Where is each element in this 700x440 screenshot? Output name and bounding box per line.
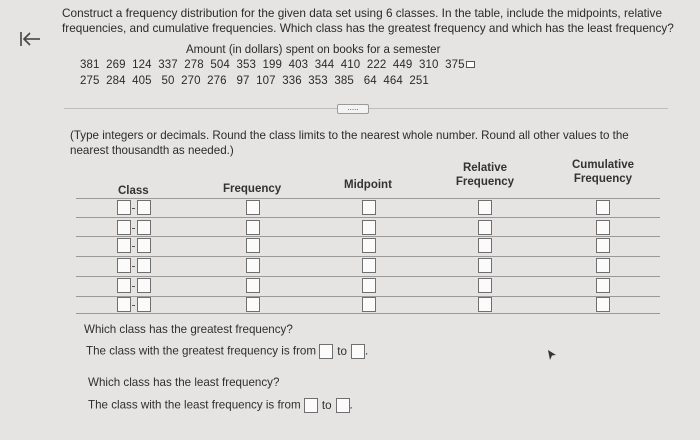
table-row-line [76, 236, 660, 237]
frequency-input[interactable] [246, 200, 260, 215]
table-row-line [76, 256, 660, 257]
frequency-input[interactable] [246, 278, 260, 293]
class-range-dash [132, 305, 135, 306]
header-class: Class [118, 185, 149, 197]
least-frequency-answer: The class with the least frequency is from to . [88, 398, 353, 412]
copy-data-icon[interactable] [466, 61, 475, 68]
question-prompt: Construct a frequency distribution for the given data set using 6 classes. In the table, include the midpoints, relative frequencies, and cumulative frequencies. Which class has the greatest frequency and which has the least frequency? [62, 6, 674, 35]
greatest-frequency-answer: The class with the greatest frequency is from to . [86, 344, 369, 358]
to-word: to [321, 398, 332, 412]
least-class-upper-input[interactable] [336, 398, 350, 413]
header-cumulative-line2: Frequency [573, 173, 633, 185]
class-range-dash [132, 228, 135, 229]
back-to-start-icon[interactable] [18, 29, 44, 49]
class-lower-input[interactable] [117, 278, 131, 293]
greatest-frequency-question: Which class has the greatest frequency? [84, 323, 293, 336]
midpoint-input[interactable] [362, 258, 376, 273]
header-midpoint: Midpoint [344, 179, 392, 191]
least-frequency-prefix: The class with the least frequency is from [88, 398, 301, 412]
frequency-input[interactable] [246, 238, 260, 253]
data-set-title: Amount (in dollars) spent on books for a semester [186, 44, 441, 56]
class-upper-input[interactable] [137, 258, 151, 273]
table-row-line [76, 276, 660, 277]
header-cumulative-frequency [568, 158, 638, 186]
least-class-lower-input[interactable] [304, 398, 318, 413]
relative-frequency-input[interactable] [478, 258, 492, 273]
frequency-input[interactable] [246, 258, 260, 273]
midpoint-input[interactable] [362, 278, 376, 293]
cumulative-frequency-input[interactable] [596, 238, 610, 253]
expand-button[interactable]: ..... [337, 104, 369, 114]
answer-instructions: (Type integers or decimals. Round the class limits to the nearest whole number. Round all other values to the nearest thousandth as needed.) [70, 129, 629, 157]
cumulative-frequency-input[interactable] [596, 278, 610, 293]
least-frequency-question: Which class has the least frequency? [88, 376, 280, 389]
relative-frequency-input[interactable] [478, 297, 492, 312]
class-upper-input[interactable] [137, 238, 151, 253]
cumulative-frequency-input[interactable] [596, 220, 610, 235]
class-lower-input[interactable] [117, 220, 131, 235]
table-bottom-line [76, 313, 660, 314]
class-range-dash [132, 266, 135, 267]
class-lower-input[interactable] [117, 297, 131, 312]
frequency-input[interactable] [246, 220, 260, 235]
relative-frequency-input[interactable] [478, 220, 492, 235]
frequency-input[interactable] [246, 297, 260, 312]
cumulative-frequency-input[interactable] [596, 297, 610, 312]
class-upper-input[interactable] [137, 278, 151, 293]
class-upper-input[interactable] [137, 297, 151, 312]
class-range-dash [132, 286, 135, 287]
class-range-dash [132, 246, 135, 247]
header-cumulative-line1: Cumulative [572, 159, 634, 171]
greatest-class-upper-input[interactable] [351, 344, 365, 359]
greatest-class-lower-input[interactable] [319, 344, 333, 359]
greatest-frequency-prefix: The class with the greatest frequency is from [86, 344, 317, 358]
midpoint-input[interactable] [362, 200, 376, 215]
mouse-cursor-icon [547, 349, 557, 361]
data-row-2: 275 284 405 50 270 276 97 107 336 353 385 64 464 251 [80, 75, 429, 87]
relative-frequency-input[interactable] [478, 200, 492, 215]
class-upper-input[interactable] [137, 200, 151, 215]
data-row-1 [80, 59, 475, 71]
table-row-line [76, 217, 660, 218]
relative-frequency-input[interactable] [478, 238, 492, 253]
to-word: to [337, 344, 347, 358]
header-relative-frequency [454, 161, 516, 189]
table-row-line [76, 198, 660, 199]
cumulative-frequency-input[interactable] [596, 258, 610, 273]
relative-frequency-input[interactable] [478, 278, 492, 293]
header-relative-line2: Frequency [455, 176, 515, 188]
class-lower-input[interactable] [117, 258, 131, 273]
midpoint-input[interactable] [362, 220, 376, 235]
class-lower-input[interactable] [117, 200, 131, 215]
class-range-dash [132, 208, 135, 209]
header-relative-line1: Relative [462, 162, 508, 174]
class-upper-input[interactable] [137, 220, 151, 235]
cumulative-frequency-input[interactable] [596, 200, 610, 215]
class-lower-input[interactable] [117, 238, 131, 253]
midpoint-input[interactable] [362, 238, 376, 253]
data-row-1-values: 381 269 124 337 278 504 353 199 403 344 410 222 449 310 375 [80, 59, 465, 71]
header-frequency: Frequency [223, 183, 282, 195]
midpoint-input[interactable] [362, 297, 376, 312]
